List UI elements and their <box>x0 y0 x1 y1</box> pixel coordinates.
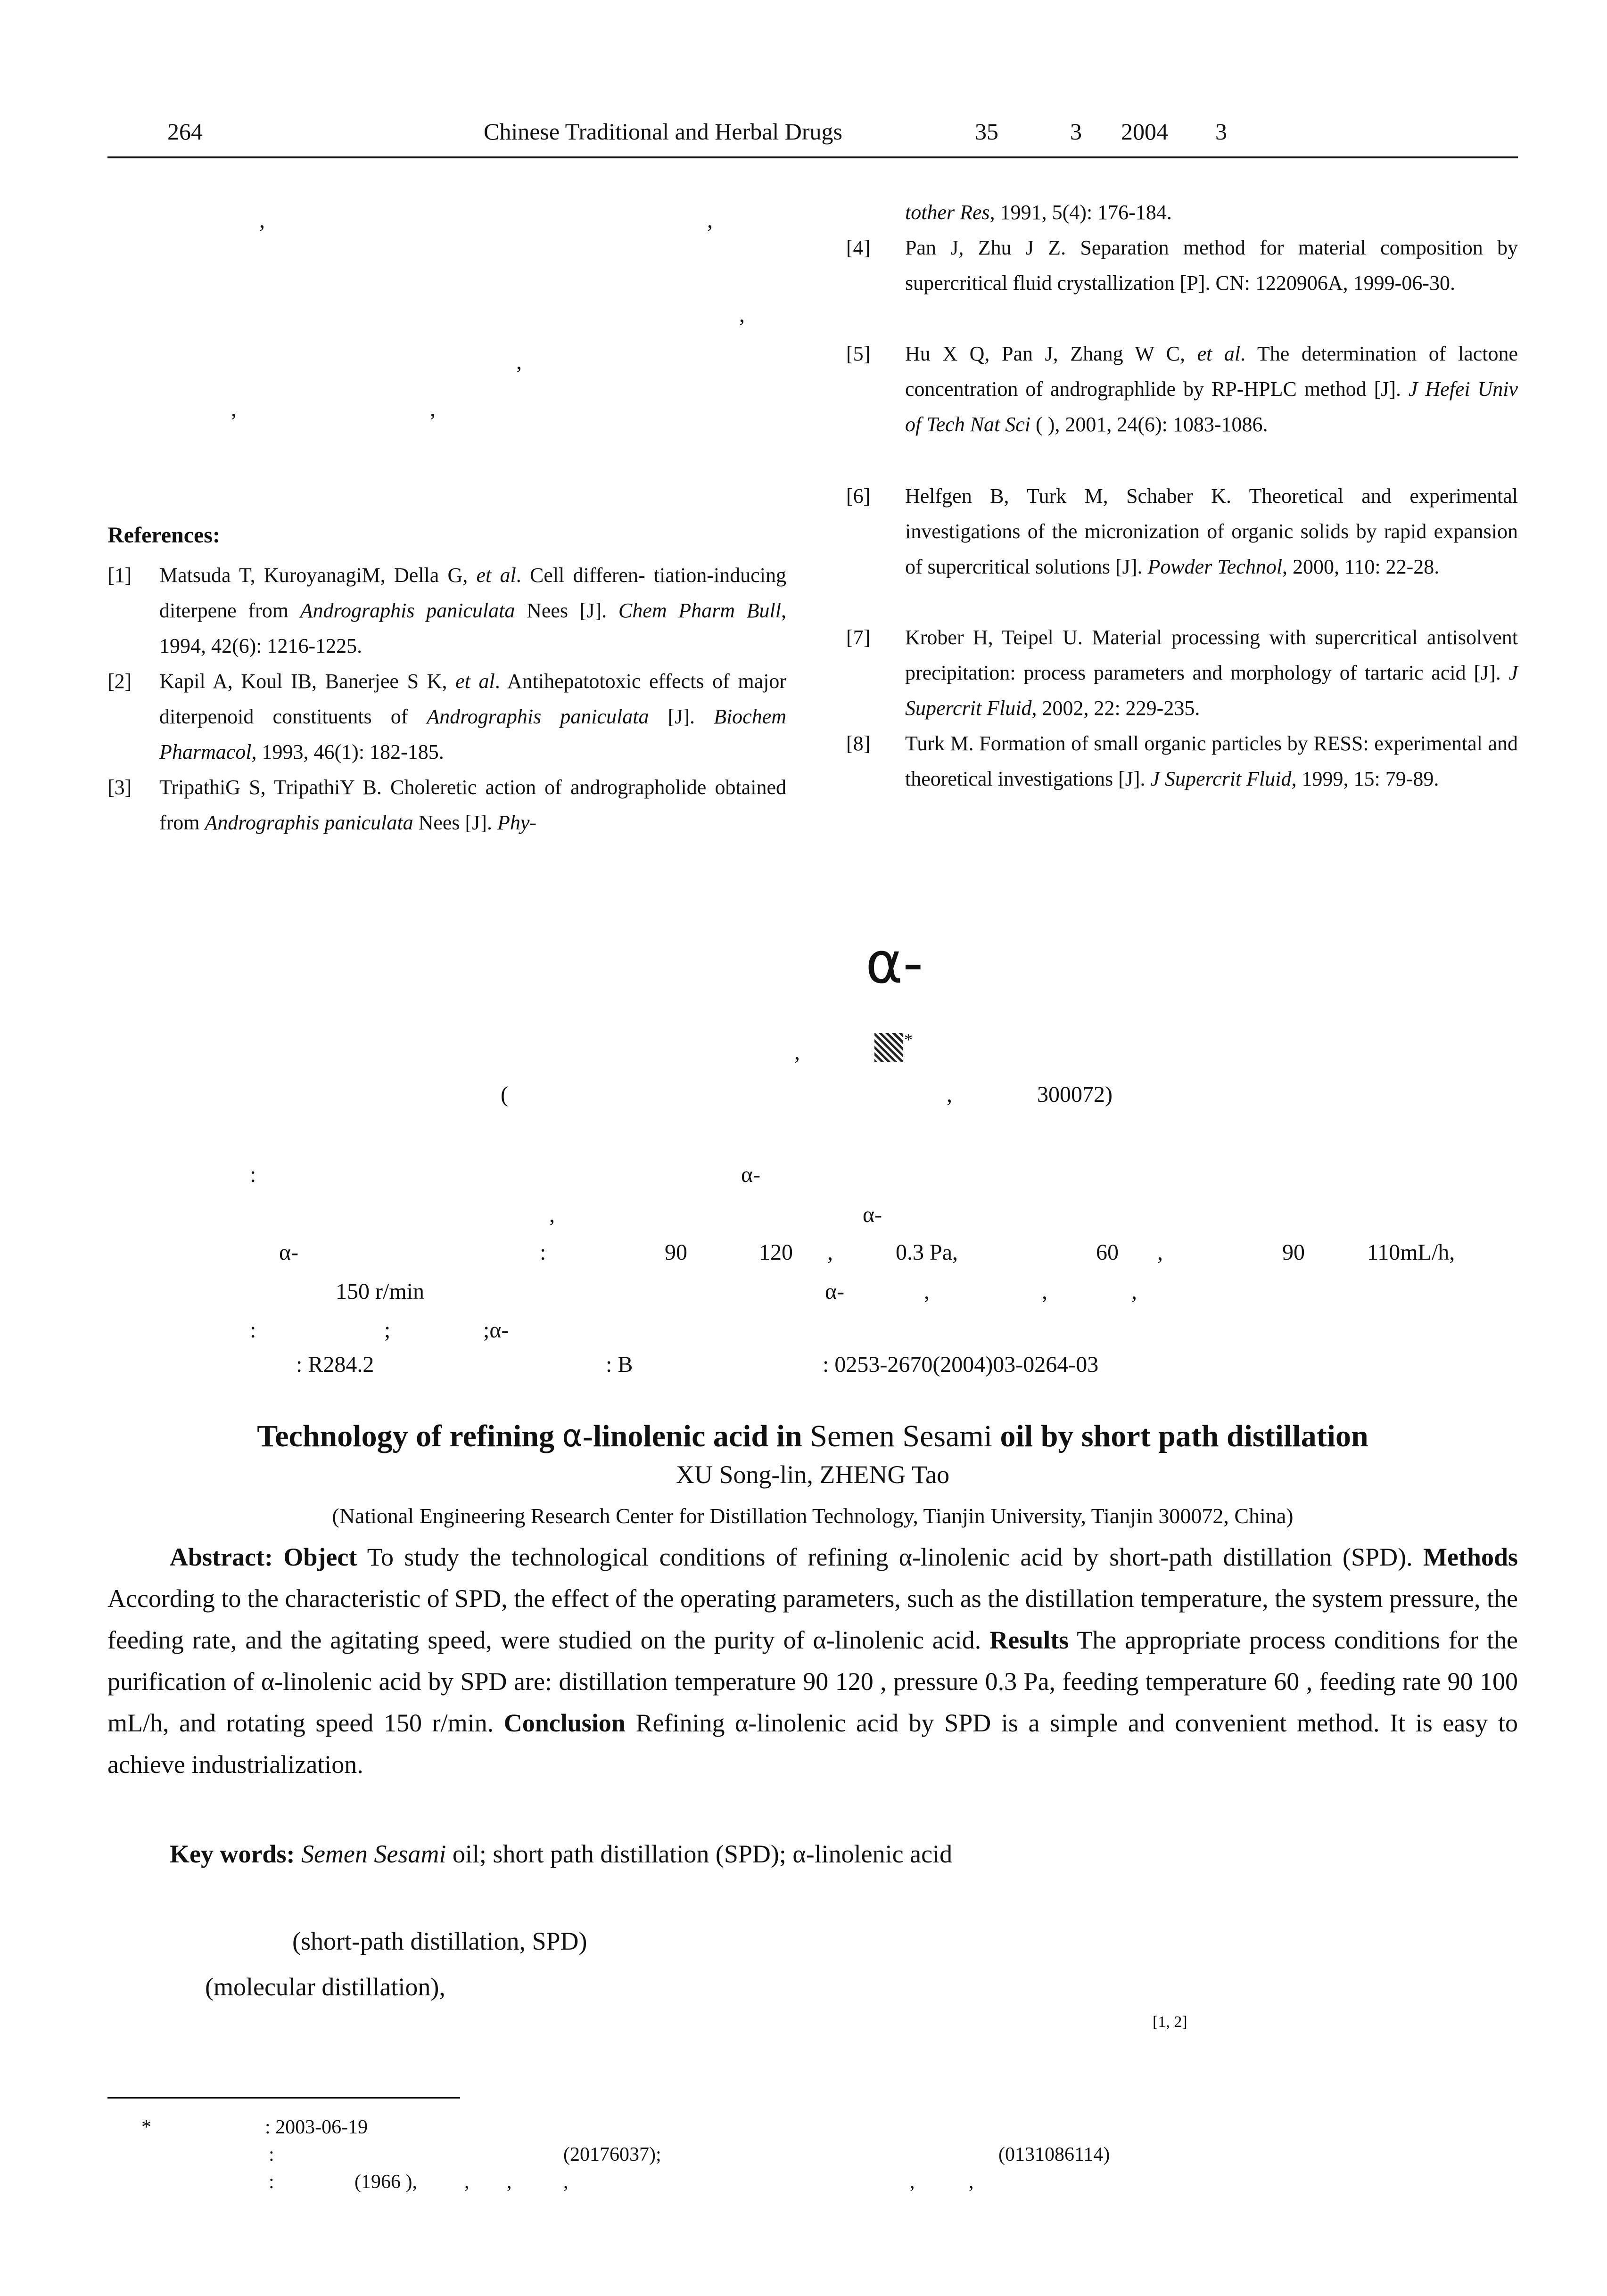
footnote-fund-no: (20176037); <box>563 2144 661 2165</box>
cn-abstract-fragment: , <box>549 1202 555 1227</box>
reference-number: [4] <box>846 236 871 259</box>
reference-text: tother Res, 1991, 5(4): 176-184. <box>905 201 1172 224</box>
cn-abstract-fragment: : <box>250 1162 256 1187</box>
reference-number: [8] <box>846 732 871 755</box>
reference-item <box>846 620 1520 733</box>
footnote-bio-fragment: , <box>969 2171 974 2193</box>
cn-abstract-fragment: 110mL/h, <box>1367 1240 1455 1265</box>
citation-marker: [1, 2] <box>1153 2013 1187 2031</box>
journal-volume: 35 <box>975 118 998 145</box>
cn-keywords-fragment: ; <box>384 1318 391 1343</box>
abstract: Abstract: Object To study the technological conditions of refining α-linolenic acid by short-path distillation (SPD). Methods According to the characteristic of SPD, the effect of the operating parameters, such as the distillation temperature, the system pressure, the feeding rate, and the agitating speed, were studied on the purity of α-linolenic acid. Results The appropriate process conditions for the purification of α-linolenic acid by SPD are: distillation temperature 90 120 , pressure 0.3 Pa, feeding temperature 60 , feeding rate 90 100 mL/h, and rotating speed 150 r/min. Conclusion Refining α-linolenic acid by SPD is a simple and convenient method. It is easy to achieve industrialization. <box>107 1543 1518 1779</box>
cn-document-code: : B <box>606 1352 633 1377</box>
reference-text: Krober H, Teipel U. Material processing with supercritical antisolvent precipitation: process parameters and morphology of tartaric acid [J]. J Supercrit Fluid, 2002, 22: 229-235. <box>905 626 1518 720</box>
cn-abstract-fragment: 0.3 Pa, <box>896 1240 958 1265</box>
reference-item <box>107 558 786 671</box>
reference-item <box>846 336 1520 487</box>
cn-abstract-fragment: 90 <box>1282 1240 1305 1265</box>
reference-text: Turk M. Formation of small organic particles by RESS: experimental and theoretical investigations [J]. J Supercrit Fluid, 1999, 15: 79-89. <box>905 732 1518 790</box>
cn-abstract-fragment: α- <box>825 1279 845 1304</box>
footnote-rule <box>107 2097 460 2099</box>
footnote-bio-fragment: , <box>464 2171 470 2193</box>
footnote-bio-fragment: , <box>507 2171 512 2193</box>
reference-text: Hu X Q, Pan J, Zhang W C, et al. The determination of lactone concentration of andrographlide by RP-HPLC method [J]. J Hefei Univ of Tech Nat Sci ( ), 2001, 24(6): 1083-1086. <box>905 342 1518 436</box>
cn-abstract-fragment: : <box>540 1240 546 1265</box>
footnote-bio-fragment: , <box>563 2171 569 2193</box>
reference-item <box>846 195 1520 232</box>
footnote-star: * <box>141 2116 151 2138</box>
cn-classification-number: : R284.2 <box>296 1352 374 1377</box>
cn-title-symbol: α- <box>865 931 923 996</box>
reference-number: [7] <box>846 626 871 649</box>
text-fragment: , <box>707 208 713 233</box>
english-authors: XU Song-lin, ZHENG Tao <box>676 1460 950 1489</box>
cn-abstract-fragment: 150 r/min <box>336 1279 424 1304</box>
header-rule <box>107 156 1518 158</box>
corresponding-author-mark <box>874 1033 903 1062</box>
footnote-received: : 2003-06-19 <box>265 2116 368 2138</box>
cn-affil-comma: , <box>947 1082 952 1107</box>
cn-article-id: : 0253-2670(2004)03-0264-03 <box>823 1352 1099 1377</box>
journal-issue: 3 <box>1070 118 1082 145</box>
body-text: (molecular distillation), <box>205 1973 445 2001</box>
cn-abstract-fragment: 60 <box>1096 1240 1119 1265</box>
reference-number: [5] <box>846 342 871 365</box>
english-affiliation: (National Engineering Research Center for Distillation Technology, Tianjin University, Tianjin 300072, China) <box>332 1504 1294 1528</box>
cn-abstract-fragment: α- <box>863 1202 882 1227</box>
reference-item <box>846 726 1520 839</box>
reference-number: [2] <box>107 670 132 693</box>
journal-title: Chinese Traditional and Herbal Drugs <box>484 118 843 145</box>
reference-text: Matsuda T, KuroyanagiM, Della G, et al. Cell differen- tiation-inducing diterpene from Andrographis paniculata Nees [J]. Chem Pharm Bull, 1994, 42(6): 1216-1225. <box>159 564 787 657</box>
cn-affil-open: ( <box>501 1082 508 1107</box>
cn-abstract-fragment: , <box>827 1240 833 1265</box>
reference-item <box>846 230 1520 343</box>
reference-number: [3] <box>107 776 132 799</box>
reference-number: [1] <box>107 564 132 587</box>
cn-abstract-fragment: α- <box>279 1240 299 1265</box>
english-title: Technology of refining α-linolenic acid in Semen Sesami oil by short path distillation <box>257 1418 1368 1454</box>
footnote-bio-year: (1966 ), <box>354 2171 417 2193</box>
cn-affil-zip: 300072) <box>1037 1082 1113 1107</box>
text-fragment: , <box>739 302 745 327</box>
text-fragment: , <box>259 208 265 233</box>
reference-item <box>846 478 1520 629</box>
text-fragment: , <box>516 349 522 374</box>
cn-abstract-fragment: 90 <box>665 1240 687 1265</box>
footnote-fund: : <box>269 2144 274 2165</box>
cn-abstract-fragment: α- <box>741 1162 761 1187</box>
reference-text: Helfgen B, Turk M, Schaber K. Theoretical and experimental investigations of the micronization of organic solids by rapid expansion of supercritical solutions [J]. Powder Technol, 2000, 110: 22-28. <box>905 484 1518 578</box>
keywords: Key words: Semen Sesami oil; short path distillation (SPD); α-linolenic acid <box>170 1840 953 1868</box>
corresponding-author-star: * <box>904 1030 913 1049</box>
reference-text: TripathiG S, TripathiY B. Choleretic action of andrographolide obtained from Andrographis paniculata Nees [J]. Phy- <box>159 776 786 834</box>
journal-month: 3 <box>1215 118 1227 145</box>
cn-keywords-fragment: ;α- <box>483 1318 509 1343</box>
reference-number: [6] <box>846 484 871 508</box>
cn-abstract-fragment: , <box>1042 1279 1047 1304</box>
cn-abstract-fragment: , <box>1131 1279 1137 1304</box>
reference-item <box>107 664 786 777</box>
page-number: 264 <box>167 118 203 145</box>
text-fragment: , <box>231 396 237 421</box>
text-fragment: , <box>430 396 436 421</box>
cn-abstract-fragment: 120 <box>759 1240 793 1265</box>
cn-abstract-fragment: , <box>1157 1240 1163 1265</box>
reference-item <box>107 770 786 845</box>
cn-keywords-fragment: : <box>250 1318 256 1343</box>
footnote-bio: : <box>269 2171 274 2193</box>
cn-author-comma: , <box>794 1040 800 1065</box>
footnote-fund-no: (0131086114) <box>998 2144 1110 2165</box>
cn-abstract-fragment: , <box>924 1279 930 1304</box>
journal-year: 2004 <box>1121 118 1168 145</box>
references-heading: References: <box>107 523 220 548</box>
footnote-bio-fragment: , <box>910 2171 915 2193</box>
reference-text: Pan J, Zhu J Z. Separation method for material composition by supercritical fluid crystallization [P]. CN: 1220906A, 1999-06-30. <box>905 236 1518 295</box>
reference-text: Kapil A, Koul IB, Banerjee S K, et al. Antihepatotoxic effects of major diterpenoid constituents of Andrographis paniculata [J]. Biochem Pharmacol, 1993, 46(1): 182-185. <box>159 670 786 763</box>
body-text: (short-path distillation, SPD) <box>292 1927 587 1955</box>
